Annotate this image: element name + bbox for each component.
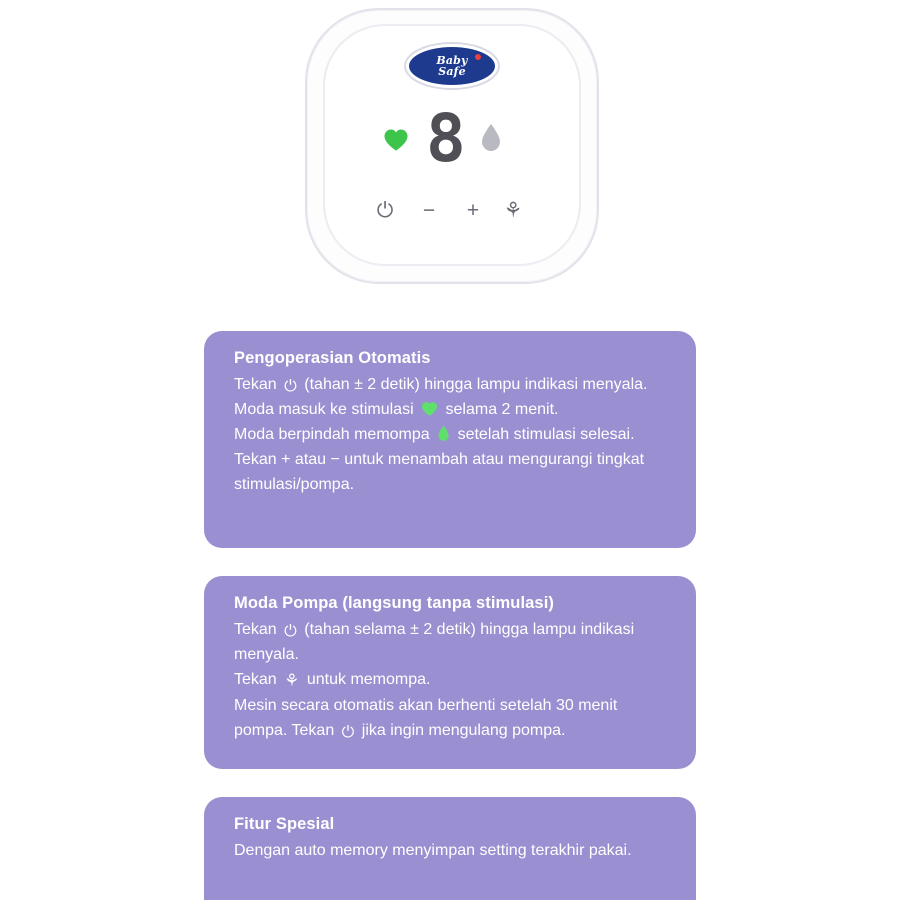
power-icon: ⏻ — [284, 623, 297, 640]
pump-line2-prefix: Tekan — [234, 671, 277, 688]
pump-button[interactable]: ⚘ — [503, 199, 523, 222]
pump-icon: ⚘ — [284, 671, 300, 690]
auto-line4: Tekan + atau − untuk menambah atau mengurangi tingkat stimulasi/pompa. — [234, 451, 645, 493]
device-illustration — [0, 0, 900, 300]
auto-line3-suffix: setelah stimulasi selesai. — [457, 426, 635, 443]
logo-dot-icon — [475, 54, 481, 60]
pump-line3-prefix: Mesin secara otomatis akan berhenti setelah 30 menit pompa. Tekan — [234, 697, 618, 739]
card-special-feature — [204, 797, 696, 900]
pump-line3-suffix: jika ingin mengulang pompa. — [361, 722, 566, 739]
auto-line3-prefix: Moda berpindah memompa — [234, 426, 430, 443]
device-button-row — [362, 196, 542, 232]
auto-line1-prefix: Tekan — [234, 376, 277, 393]
auto-line2-suffix: selama 2 menit. — [445, 401, 559, 418]
card-body-pump — [234, 617, 666, 743]
card-title-pump: Moda Pompa (langsung tanpa stimulasi) — [234, 594, 554, 612]
special-line1: Dengan auto memory menyimpan setting terakhir pakai. — [234, 842, 632, 859]
auto-line2-prefix: Moda masuk ke stimulasi — [234, 401, 414, 418]
card-pump-mode — [204, 576, 696, 769]
card-body-automatic — [234, 372, 666, 497]
card-body-special — [234, 838, 666, 863]
plus-button[interactable]: + — [466, 199, 480, 222]
device-display-row — [370, 100, 530, 177]
minus-button[interactable]: − — [422, 199, 436, 222]
heart-icon-inline — [421, 401, 438, 417]
brand-logo-line1: Baby — [436, 54, 468, 67]
auto-line1-suffix: (tahan ± 2 detik) hingga lampu indikasi menyala. — [304, 376, 648, 393]
brand-logo-line2: Safe — [438, 65, 466, 78]
pump-line1-suffix: (tahan selama ± 2 detik) hingga lampu indikasi menyala. — [234, 621, 635, 663]
drop-icon — [480, 123, 502, 153]
power-icon: ⏻ — [284, 378, 297, 395]
brand-logo-badge — [406, 44, 498, 88]
card-title-automatic: Pengoperasian Otomatis — [234, 349, 431, 367]
heart-icon — [383, 128, 409, 152]
card-title-special: Fitur Spesial — [234, 815, 335, 833]
card-automatic-operation — [204, 331, 696, 548]
display-digit: 8 — [426, 100, 466, 177]
pump-line1-prefix: Tekan — [234, 621, 277, 638]
drop-icon-inline — [437, 425, 450, 442]
pump-line2-suffix: untuk memompa. — [306, 671, 431, 688]
power-icon: ⏻ — [341, 724, 355, 741]
power-button[interactable]: ⏻ — [376, 199, 394, 222]
